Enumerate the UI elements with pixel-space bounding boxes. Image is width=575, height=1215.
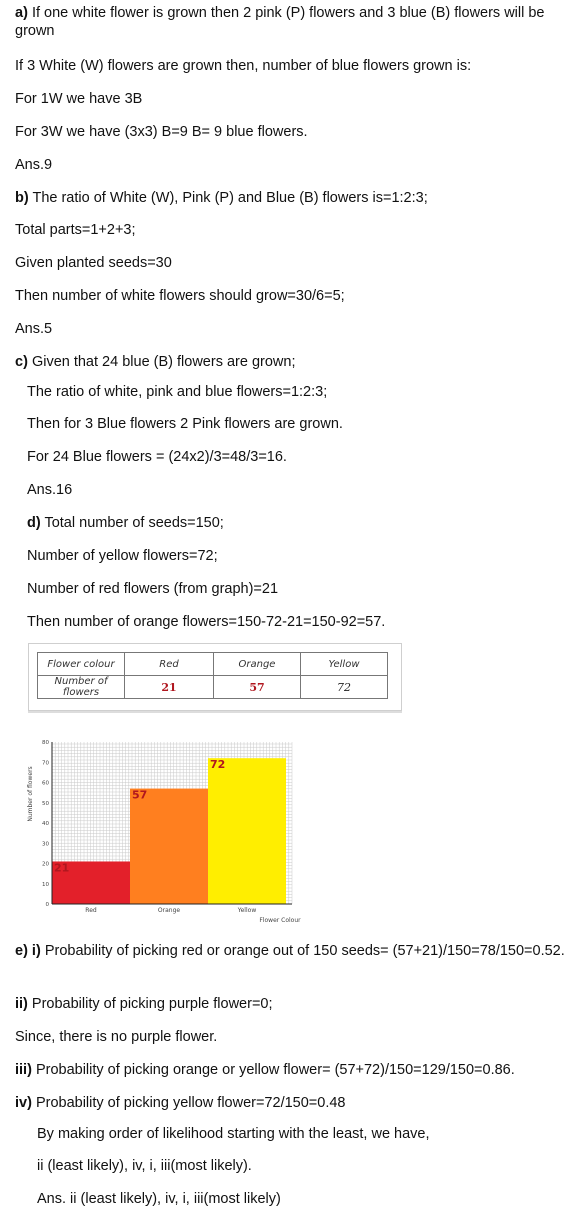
part-e-iii-text: Probability of picking orange or yellow flower= (57+72)/150=129/150=0.86. xyxy=(35,1062,515,1078)
y-tick-10: 10 xyxy=(42,881,49,888)
part-d-line-3: Number of red flowers (from graph)=21 xyxy=(27,581,279,597)
part-a-line-4: For 3W we have (3x3) B=9 B= 9 blue flowers. xyxy=(15,124,308,140)
part-e-answer: Ans. ii (least likely), iv, i, iii(most likely) xyxy=(37,1191,281,1207)
flower-table-image xyxy=(28,643,402,711)
y-axis-label: Number of flowers xyxy=(27,766,34,822)
part-b-line-2: Total parts=1+2+3; xyxy=(15,222,136,238)
part-a-line-2: If 3 White (W) flowers are grown then, number of blue flowers grown is: xyxy=(15,58,472,74)
flower-bar-chart xyxy=(18,724,318,930)
part-b-label: b) xyxy=(15,190,29,206)
part-b-answer: Ans.5 xyxy=(15,321,53,337)
x-tick-orange: Orange xyxy=(157,907,181,914)
bar-yellow xyxy=(208,758,286,904)
table-col-yellow: Yellow xyxy=(301,653,388,676)
bar-label-red: 21 xyxy=(54,861,70,875)
part-a-text: If one white flower is grown then 2 pink (P) flowers and 3 blue (B) flowers will be grown xyxy=(15,5,545,39)
table-row-label-2: flowers xyxy=(62,687,100,698)
part-a-label: a) xyxy=(15,5,28,21)
y-tick-40: 40 xyxy=(42,821,49,827)
part-e-iv-text: Probability of picking yellow flower=72/150=0.48 xyxy=(35,1095,346,1111)
bar-orange xyxy=(130,789,208,904)
y-tick-70: 70 xyxy=(42,760,49,767)
part-c-label: c) xyxy=(15,354,28,370)
part-a-answer: Ans.9 xyxy=(15,157,53,173)
table-col-red: Red xyxy=(125,653,214,676)
part-e-ii-text: Probability of picking purple flower=0; xyxy=(31,996,273,1012)
part-c-line-2: The ratio of white, pink and blue flowers=1:2:3; xyxy=(27,384,328,400)
part-a-line-3: For 1W we have 3B xyxy=(15,91,143,107)
table-value-orange: 57 xyxy=(214,676,301,699)
part-c-text: Given that 24 blue (B) flowers are grown; xyxy=(31,354,296,370)
part-e-ii-note: Since, there is no purple flower. xyxy=(15,1029,218,1045)
table-value-red: 21 xyxy=(125,676,214,699)
part-d-line-1 xyxy=(27,514,224,532)
part-e-ii-label: ii) xyxy=(15,996,28,1012)
part-e-ii-line xyxy=(15,995,273,1013)
part-b-line-1 xyxy=(15,189,428,207)
x-tick-red: Red xyxy=(85,907,97,914)
part-c-line-4: For 24 Blue flowers = (24x2)/3=48/3=16. xyxy=(27,449,287,465)
part-a-line-1 xyxy=(15,4,570,40)
table-value-yellow: 72 xyxy=(301,676,388,699)
part-b-line-3: Given planted seeds=30 xyxy=(15,255,172,271)
part-e-line-1 xyxy=(15,942,570,960)
y-tick-0: 0 xyxy=(45,902,49,908)
part-d-label: d) xyxy=(27,515,41,531)
bar-label-yellow: 72 xyxy=(210,758,226,772)
y-tick-60: 60 xyxy=(42,780,49,787)
part-c-line-1 xyxy=(15,353,295,371)
x-axis-label: Flower Colour xyxy=(259,917,301,924)
part-e-order-intro: By making order of likelihood starting with the least, we have, xyxy=(37,1126,430,1142)
part-e-iv-label: iv) xyxy=(15,1095,32,1111)
part-e-iii-label: iii) xyxy=(15,1062,32,1078)
part-e-iv-line xyxy=(15,1094,345,1112)
part-b-text: The ratio of White (W), Pink (P) and Blue (B) flowers is=1:2:3; xyxy=(32,190,428,206)
table-row-label xyxy=(38,676,125,699)
y-tick-20: 20 xyxy=(42,861,49,868)
y-tick-50: 50 xyxy=(42,800,49,807)
part-d-line-4: Then number of orange flowers=150-72-21=150-92=57. xyxy=(27,614,386,630)
y-tick-80: 80 xyxy=(42,740,49,746)
part-e-label: e) i) xyxy=(15,943,41,959)
x-tick-yellow: Yellow xyxy=(237,907,257,914)
part-c-answer: Ans.16 xyxy=(27,482,73,498)
part-d-line-2: Number of yellow flowers=72; xyxy=(27,548,218,564)
part-d-text: Total number of seeds=150; xyxy=(44,515,224,531)
y-tick-30: 30 xyxy=(42,841,49,848)
part-e-order: ii (least likely), iv, i, iii(most likely). xyxy=(37,1158,252,1174)
table-header-label: Flower colour xyxy=(38,653,125,676)
part-c-line-3: Then for 3 Blue flowers 2 Pink flowers are grown. xyxy=(27,416,343,432)
table-col-orange: Orange xyxy=(214,653,301,676)
table-row-label-1: Number of xyxy=(54,676,108,687)
part-e-text: Probability of picking red or orange out of 150 seeds= (57+21)/150=78/150=0.52. xyxy=(44,943,565,959)
bar-label-orange: 57 xyxy=(132,788,148,802)
flower-table xyxy=(37,652,388,699)
part-e-iii-line xyxy=(15,1061,515,1079)
part-b-line-4: Then number of white flowers should grow=30/6=5; xyxy=(15,288,345,304)
